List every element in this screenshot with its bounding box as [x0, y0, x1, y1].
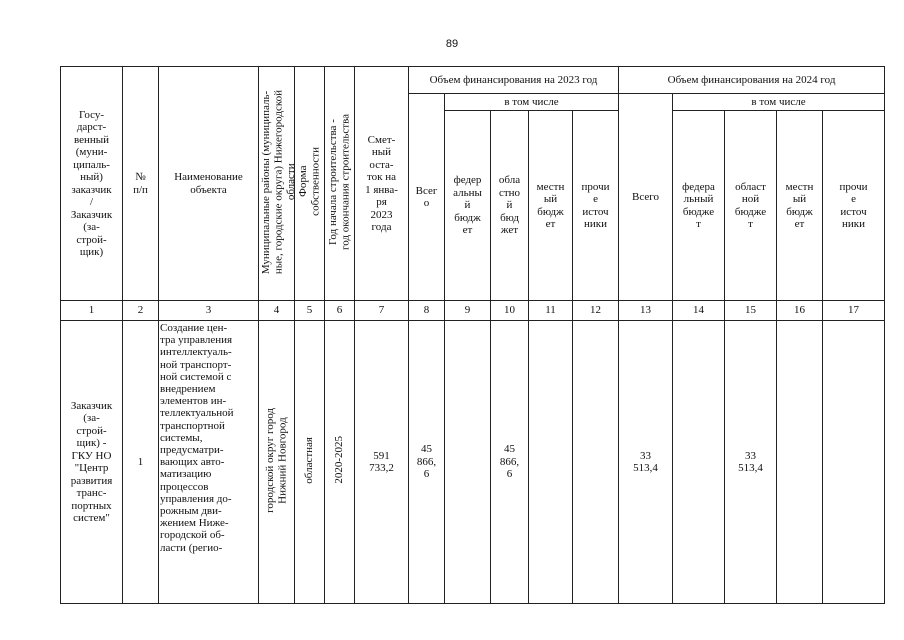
col-number: 6 [325, 301, 355, 321]
row-other-2023 [573, 321, 619, 604]
col-number: 1 [61, 301, 123, 321]
header-regional-2023: обла стно й бюд жет [491, 111, 529, 301]
funding-table [60, 66, 885, 604]
col-number: 7 [355, 301, 409, 321]
row-local-2023 [529, 321, 573, 604]
col-number: 3 [159, 301, 259, 321]
col-number: 16 [777, 301, 823, 321]
col-number: 13 [619, 301, 673, 321]
row-object-name: Создание цен- тра управления интеллектуаль- ной транспорт- ной системой с внедрением элементов ин- теллектуальной транспортной системы, предусматри- вающих авто- матизацию процессов управления до- рожным дви- жением Ниже- городской об- ласти (регио- [159, 321, 259, 604]
col-number: 14 [673, 301, 725, 321]
header-other-2024: прочи е источ ники [823, 111, 885, 301]
row-total-2023: 45 866, 6 [409, 321, 445, 604]
page-number: 89 [445, 38, 459, 50]
header-estimate: Смет- ный оста- ток на 1 янва- ря 2023 года [355, 67, 409, 301]
row-number: 1 [123, 321, 159, 604]
row-local-2024 [777, 321, 823, 604]
col-number: 8 [409, 301, 445, 321]
row-federal-2024 [673, 321, 725, 604]
header-federal-2024: федера льный бюдже т [673, 111, 725, 301]
row-regional-2024: 33 513,4 [725, 321, 777, 604]
header-local-2024: местн ый бюдж ет [777, 111, 823, 301]
col-number: 11 [529, 301, 573, 321]
col-number: 17 [823, 301, 885, 321]
col-number: 4 [259, 301, 295, 321]
header-years: Год начала строительства - год окончания строительства [325, 67, 355, 301]
row-federal-2023 [445, 321, 491, 604]
col-number: 5 [295, 301, 325, 321]
header-local-2023: местн ый бюдж ет [529, 111, 573, 301]
col-number: 9 [445, 301, 491, 321]
header-districts: Муниципальные районы (муниципаль- ные, городские округа) Нижегородской области [259, 67, 295, 301]
row-ownership: областная [295, 321, 325, 604]
row-customer: Заказчик (за- строй- щик) - ГКУ НО "Центр развития транс- портных систем" [61, 321, 123, 604]
header-total-2024: Всего [619, 94, 673, 301]
col-number: 10 [491, 301, 529, 321]
header-including-2024: в том числе [673, 94, 885, 111]
row-other-2024 [823, 321, 885, 604]
header-customer: Госу- дарст- венный (муни- ципаль- ный) заказчик / Заказчик (за- строй- щик) [61, 67, 123, 301]
header-total-2023: Всег о [409, 94, 445, 301]
row-regional-2023: 45 866, 6 [491, 321, 529, 604]
header-other-2023: прочи е источ ники [573, 111, 619, 301]
header-fin-2023: Объем финансирования на 2023 год [409, 67, 619, 94]
header-regional-2024: област ной бюдже т [725, 111, 777, 301]
header-federal-2023: федер альны й бюдж ет [445, 111, 491, 301]
row-years: 2020-2025 [325, 321, 355, 604]
header-fin-2024: Объем финансирования на 2024 год [619, 67, 885, 94]
row-district: городской округ город Нижний Новгород [259, 321, 295, 604]
row-total-2024: 33 513,4 [619, 321, 673, 604]
header-ownership: Форма собственности [295, 67, 325, 301]
col-number: 12 [573, 301, 619, 321]
row-estimate: 591 733,2 [355, 321, 409, 604]
header-including-2023: в том числе [445, 94, 619, 111]
header-number: № п/п [123, 67, 159, 301]
table-row [61, 321, 885, 604]
col-number: 15 [725, 301, 777, 321]
col-number: 2 [123, 301, 159, 321]
header-object-name: Наименование объекта [159, 67, 259, 301]
